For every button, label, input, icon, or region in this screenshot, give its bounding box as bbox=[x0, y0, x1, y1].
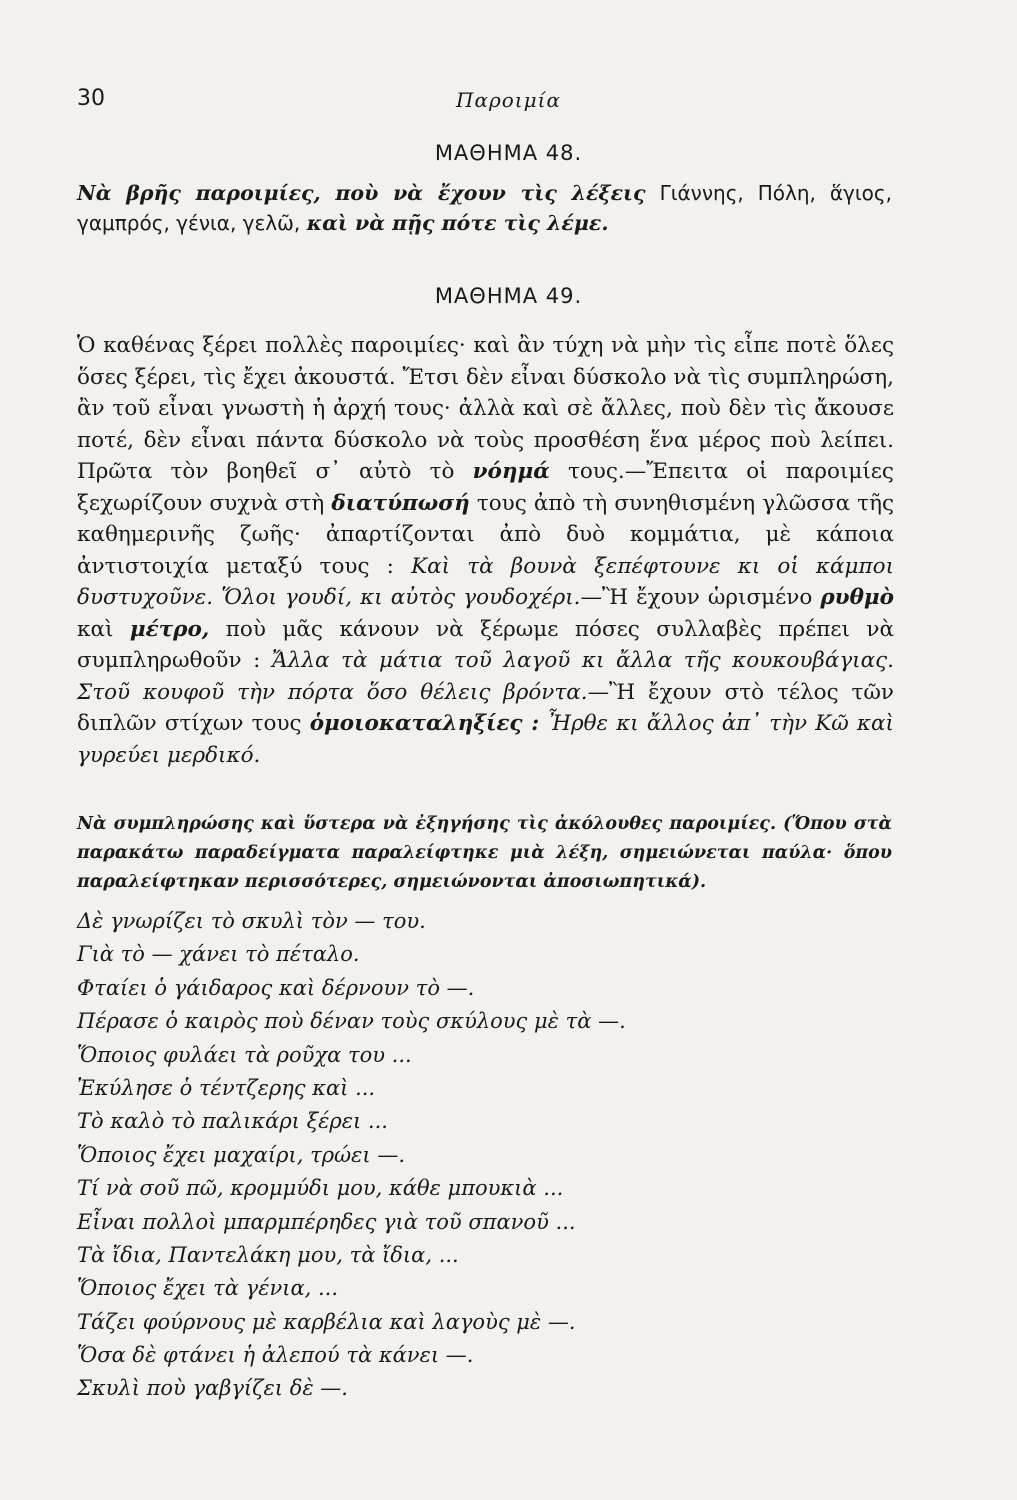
lesson-49-body bbox=[77, 330, 894, 771]
list-item: Τὸ καλὸ τὸ παλικάρι ξέρει ... bbox=[77, 1109, 388, 1134]
exercise-instruction: Νὰ συμπληρώσης καὶ ὕστερα νὰ ἐξηγήσης τὶς ἀκόλουθες παροιμίες. (Ὅπου στὰ παρακάτω παραδείγματα παραλείφτηκε μιὰ λέξη, σημειώνεται παύλα· ὅπου παραλείφτηκαν περισσότερες, σημειώνονται ἀποσιωπητικά). bbox=[77, 814, 892, 892]
list-item: Ὅποιος ἔχει μαχαίρι, τρώει —. bbox=[77, 1142, 406, 1167]
emphasis-word: ρυθμὸ bbox=[820, 585, 894, 610]
list-item: Φταίει ὁ γάιδαρος καὶ δέρνουν τὸ —. bbox=[77, 975, 475, 1000]
emphasis-word: μέτρο, bbox=[129, 616, 210, 642]
running-title: Παροιμία bbox=[456, 88, 561, 112]
instruction-text: Νὰ βρῆς παροιμίες, ποὺ νὰ ἔχουν τὶς λέξεις bbox=[77, 181, 646, 205]
list-item: Γιὰ τὸ — χάνει τὸ πέταλο. bbox=[77, 942, 360, 967]
body-paragraph bbox=[77, 330, 894, 771]
instruction-end: καὶ νὰ πῇς πότε τὶς λέμε. bbox=[306, 211, 609, 235]
list-item: Ὅσα δὲ φτάνει ἡ ἀλεπού τὰ κάνει —. bbox=[77, 1343, 474, 1368]
list-item: Τί νὰ σοῦ πῶ, κρομμύδι μου, κάθε μπουκιὰ ... bbox=[77, 1176, 564, 1201]
list-item: Σκυλὶ ποὺ γαβγίζει δὲ —. bbox=[77, 1376, 348, 1401]
emphasis-word: διατύπωσή bbox=[331, 490, 470, 516]
text-run: τους ἀπὸ τὴ συνηθισμένη γλῶσσα τῆς καθημερινῆς ζωῆς· ἀπαρτίζονται ἀπὸ δυὸ κομμάτια, μὲ κάποια ἀντιστοιχία μεταξύ τους : bbox=[77, 490, 894, 579]
list-item: Τὰ ἴδια, Παντελάκη μου, τὰ ἴδια, ... bbox=[77, 1242, 459, 1267]
text-run: Ὁ καθένας ξέρει πολλὲς παροιμίες· καὶ ἂν τύχη νὰ μὴν τὶς εἶπε ποτὲ ὅλες ὅσες ξέρει, τὶς ἔχει ἀκουστά. Ἔτσι δὲν εἶναι δύσκολο νὰ τὶς συμπληρώση, ἂν τοῦ εἶναι γνωστὴ ἡ ἀρχή τους· ἀλλὰ καὶ σὲ ἄλλες, ποὺ δὲν τὶς ἄκουσε ποτέ, δὲν εἶναι πάντα δύσκολο νὰ τοὺς προσθέση ἕνα μέρος ποὺ λείπει. Πρῶτα τὸν βοηθεῖ σ᾽ αὐτὸ τὸ bbox=[77, 333, 894, 484]
text-run: —Ἢ ἔχουν ὡρισμένο bbox=[580, 585, 813, 610]
emphasis-word: νόημά bbox=[472, 459, 550, 484]
emphasis-word: ὁμοιοκαταληξίες : bbox=[309, 711, 540, 736]
text-run: καὶ bbox=[77, 616, 114, 642]
proverb-list bbox=[77, 905, 897, 1406]
page-number: 30 bbox=[77, 86, 105, 111]
text-run: ποὺ μᾶς κάνουν νὰ ξέρωμε πόσες συλλαβὲς πρέπει νὰ συμπληρωθοῦν : bbox=[77, 616, 895, 673]
lesson-48-heading: ΜΑΘΗΜΑ 48. bbox=[434, 141, 583, 165]
list-item: Ἐκύλησε ὁ τέντζερης καὶ ... bbox=[77, 1075, 376, 1100]
example-proverb: Καὶ τὰ βουνὰ ξεπέφτουνε κι οἱ κάμποι δυστυχοῦνε. Ὅλοι γουδί, κι αὐτὸς γουδοχέρι. bbox=[77, 553, 895, 610]
instruction-words: Γιάννης, Πόλη, ἅγιος, γαμπρός, γένια, γελῶ, bbox=[77, 181, 892, 235]
list-item: Ὅποιος φυλάει τὰ ροῦχα του ... bbox=[77, 1042, 412, 1067]
list-item: Ὅποιος ἔχει τὰ γένια, ... bbox=[77, 1276, 339, 1301]
lesson-49-heading: ΜΑΘΗΜΑ 49. bbox=[434, 284, 583, 308]
list-item: Πέρασε ὁ καιρὸς ποὺ δέναν τοὺς σκύλους μὲ τὰ —. bbox=[77, 1009, 626, 1034]
text-run: —Ἢ ἔχουν στὸ τέλος τῶν διπλῶν στίχων τους bbox=[77, 679, 894, 736]
lesson-48-instruction bbox=[77, 178, 892, 238]
list-item: Τάζει φούρνους μὲ καρβέλια καὶ λαγοὺς μὲ —. bbox=[77, 1309, 576, 1334]
list-item: Δὲ γνωρίζει τὸ σκυλὶ τὸν — του. bbox=[77, 909, 426, 933]
example-proverb: Ἄλλα τὰ μάτια τοῦ λαγοῦ κι ἄλλα τῆς κουκουβάγιας. Στοῦ κουφοῦ τὴν πόρτα ὅσο θέλεις βρόντα. bbox=[77, 648, 895, 705]
text-run: τους.—Ἔπειτα οἱ παροιμίες ξεχωρίζουν συχνὰ στὴ bbox=[77, 459, 894, 516]
list-item: Εἶναι πολλοὶ μπαρμπέρηδες γιὰ τοῦ σπανοῦ ... bbox=[77, 1209, 576, 1234]
example-proverb: Ἦρθε κι ἄλλος ἀπ᾽ τὴν Κῶ καὶ γυρεύει μερδικό. bbox=[77, 711, 894, 768]
